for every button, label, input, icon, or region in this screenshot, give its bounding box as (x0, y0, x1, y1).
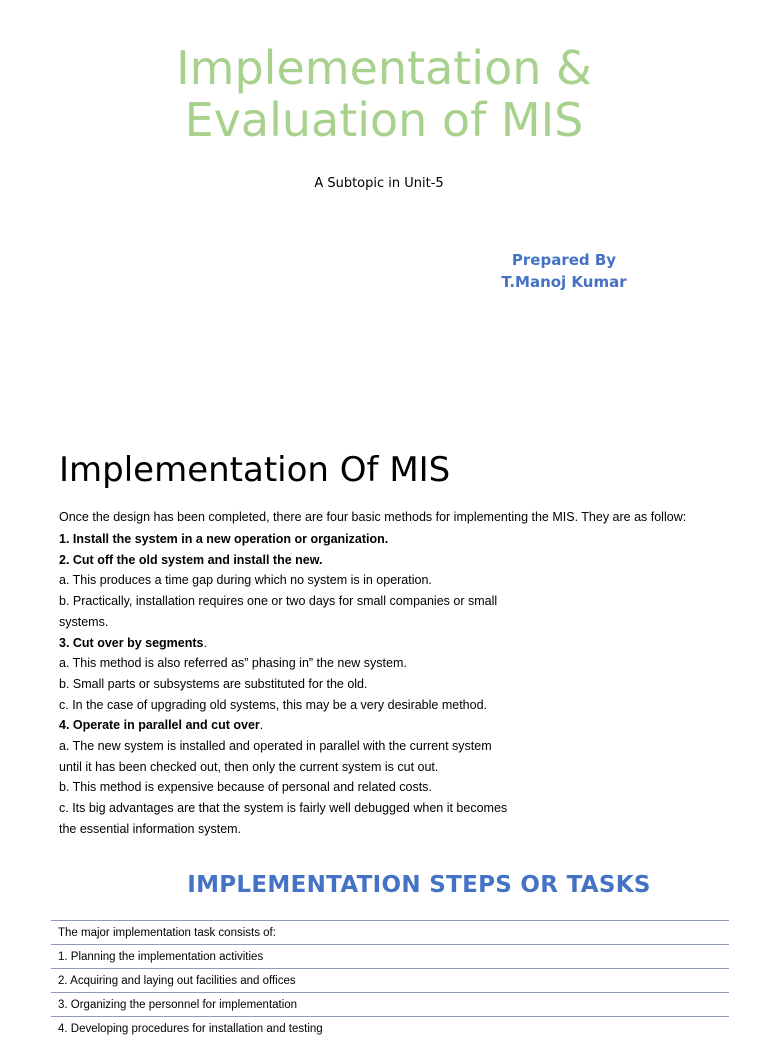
table-cell: 1. Planning the implementation activities (51, 945, 729, 969)
method-4-point-c-cont: the essential information system. (59, 819, 699, 840)
method-4-period: . (260, 718, 263, 732)
method-2-point-b: b. Practically, installation requires one or two days for small companies or small (59, 591, 699, 612)
section-heading: Implementation Of MIS (59, 448, 450, 492)
method-4-label: 4. Operate in parallel and cut over (59, 718, 260, 732)
method-3-point-a: a. This method is also referred as” phasing in” the new system. (59, 653, 699, 674)
slide-subtitle: A Subtopic in Unit-5 (0, 176, 758, 191)
method-3-point-b: b. Small parts or subsystems are substituted for the old. (59, 674, 699, 695)
title-slide (0, 0, 768, 430)
table-cell: 3. Organizing the personnel for implementation (51, 993, 729, 1017)
steps-table (51, 920, 729, 1040)
method-4-point-a-cont: until it has been checked out, then only the current system is cut out. (59, 757, 699, 778)
table-row (51, 921, 729, 945)
title-line-2: Evaluation of MIS (0, 94, 768, 146)
author-name: T.Manoj Kumar (494, 271, 634, 293)
method-2: 2. Cut off the old system and install the new. (59, 550, 699, 571)
table-cell: The major implementation task consists of: (51, 921, 729, 945)
table-cell: 2. Acquiring and laying out facilities and offices (51, 969, 729, 993)
slide-title (0, 42, 768, 146)
title-line-1: Implementation & (0, 42, 768, 94)
table-row (51, 1017, 729, 1040)
method-4-point-c: c. Its big advantages are that the system is fairly well debugged when it becomes (59, 798, 699, 819)
author-block (494, 249, 634, 293)
method-4-point-b: b. This method is expensive because of personal and related costs. (59, 777, 699, 798)
method-3 (59, 633, 699, 654)
prepared-by-label: Prepared By (494, 249, 634, 271)
table-row (51, 993, 729, 1017)
table-cell: 4. Developing procedures for installation and testing (51, 1017, 729, 1040)
method-2-point-a: a. This produces a time gap during which no system is in operation. (59, 570, 699, 591)
method-4-point-a: a. The new system is installed and operated in parallel with the current system (59, 736, 699, 757)
method-1: 1. Install the system in a new operation or organization. (59, 529, 699, 550)
table-row (51, 969, 729, 993)
method-3-point-c: c. In the case of upgrading old systems, this may be a very desirable method. (59, 695, 699, 716)
methods-text (59, 509, 699, 840)
method-4 (59, 715, 699, 736)
method-3-label: 3. Cut over by segments (59, 636, 204, 650)
table-row (51, 945, 729, 969)
steps-heading: IMPLEMENTATION STEPS OR TASKS (0, 872, 768, 898)
intro-paragraph: Once the design has been completed, there are four basic methods for implementing the MIS. They are as follow: (59, 509, 699, 525)
method-2-point-b-cont: systems. (59, 612, 699, 633)
method-3-period: . (204, 636, 207, 650)
content-slide (0, 430, 768, 1024)
